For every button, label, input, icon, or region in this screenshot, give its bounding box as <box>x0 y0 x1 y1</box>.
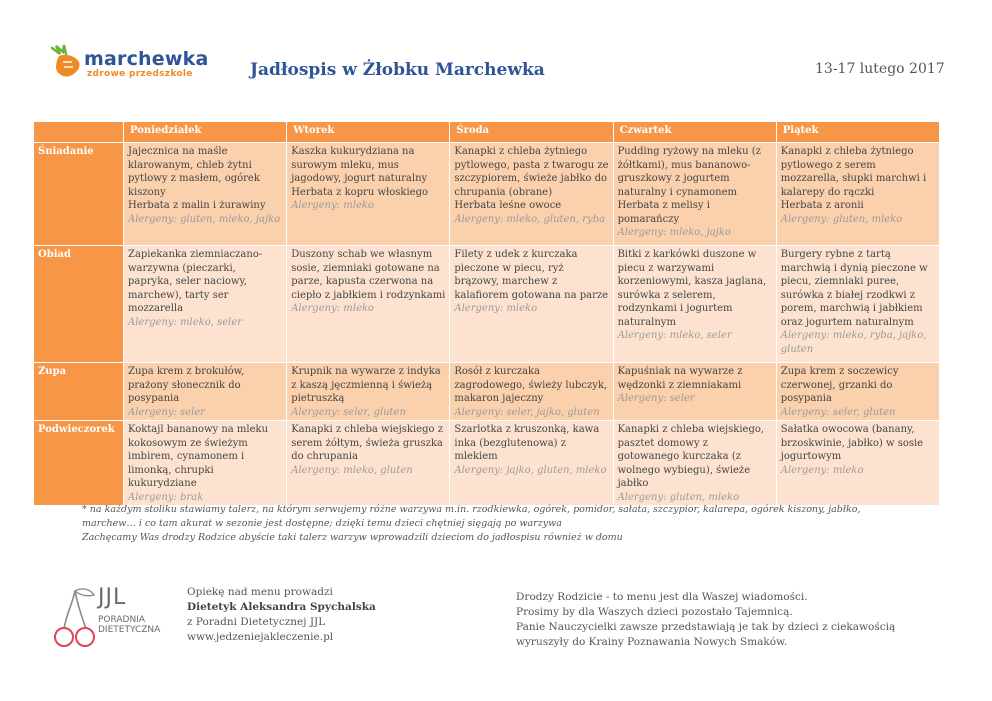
allergens-text: Alergeny: mleko <box>291 200 374 211</box>
dish-text: Sałatka owocowa (banany, brzoskwinie, jabłko) w sosie jogurtowym <box>780 424 924 462</box>
menu-cell <box>124 421 287 506</box>
allergens-text: Alergeny: mleko <box>291 303 374 314</box>
dish-text: Filety z udek z kurczaka pieczone w piecu, ryż brązowy, marchew z kalafiorem gotowana na parze <box>454 249 609 301</box>
menu-cell <box>450 363 613 421</box>
menu-cell <box>450 246 613 363</box>
dish-text: Krupnik na wywarze z indyka z kaszą jęczmienną i świeżą pietruszką <box>291 366 441 404</box>
allergens-text: Alergeny: seler, gluten <box>780 406 896 418</box>
note-line: marchew… i co tam akurat w sezonie jest dostępne; dzięki temu dzieci chętniej sięgają po warzywa <box>82 518 562 529</box>
allergens-text: Alergeny: seler <box>128 406 206 418</box>
menu-cell <box>776 363 939 421</box>
care-line: z Poradni Dietetycznej JJL <box>187 616 326 628</box>
dish-text: Kanapki z chleba wiejskiego z serem żółtym, świeża gruszka do chrupania <box>291 424 443 462</box>
corner-cell <box>34 122 124 143</box>
allergens-text: Alergeny: mleko, gluten <box>291 464 413 476</box>
day-header: Czwartek <box>613 122 776 143</box>
menu-dates: 13-17 lutego 2017 <box>815 61 945 77</box>
dietitian-info <box>187 585 376 645</box>
menu-cell <box>287 246 450 363</box>
website-link[interactable]: www.jedzeniejakleczenie.pl <box>187 631 334 643</box>
menu-cell <box>287 143 450 246</box>
menu-cell <box>450 143 613 246</box>
dish-text: Kaszka kukurydziana na surowym mleku, mus jagodowy, jogurt naturalny Herbata z kopru włoskiego <box>291 146 429 198</box>
logo-brand: marchewka <box>84 48 209 70</box>
cherry-icon <box>52 585 98 655</box>
dish-text: Jajecznica na maśle klarowanym, chleb żytni pytlowy z masłem, ogórek kiszony Herbata z malin i żurawiny <box>128 146 266 211</box>
day-header: Poniedziałek <box>124 122 287 143</box>
note-line: * na każdym stoliku stawiamy talerz, na którym serwujemy różne warzywa m.in. rzodkiewka, ogórek, pomidor, sałata, szczypior, kalarepa, ogórek kiszony, jabłko, <box>82 504 861 515</box>
care-line: Opiekę nad menu prowadzi <box>187 586 333 598</box>
jjl-logo <box>52 585 172 655</box>
vegetable-plate-note <box>82 503 902 545</box>
allergens-text: Alergeny: mleko, seler <box>617 330 732 341</box>
allergens-text: Alergeny: mleko, gluten, ryba <box>454 213 606 225</box>
allergens-text: Alergeny: gluten, mleko <box>780 213 903 225</box>
allergens-text: Alergeny: gluten, mleko, jajko <box>128 213 281 225</box>
allergens-text: Alergeny: seler, jajko, gluten <box>454 406 600 418</box>
parents-line: Prosimy by dla Waszych dzieci pozostało Tajemnicą. <box>516 606 793 618</box>
parents-line: wyruszyły do Krainy Poznawania Nowych Smaków. <box>516 636 788 648</box>
parents-line: Drodzy Rodzicie - to menu jest dla Waszej wiadomości. <box>516 591 808 603</box>
dish-text: Koktajl bananowy na mleku kokosowym ze świeżym imbirem, cynamonem i limonką, chrupki kukurydziane <box>128 424 269 489</box>
allergens-text: Alergeny: brak <box>128 491 204 503</box>
logo-tagline: zdrowe przedszkole <box>87 69 193 79</box>
parents-line: Panie Nauczycielki zawsze przedstawiają je tak by dzieci z ciekawością <box>516 621 896 633</box>
meal-row <box>34 363 940 421</box>
menu-cell <box>124 363 287 421</box>
menu-cell <box>776 246 939 363</box>
parents-message <box>516 590 895 650</box>
day-header: Piątek <box>776 122 939 143</box>
meal-label: Obiad <box>34 246 124 363</box>
menu-cell <box>287 363 450 421</box>
meal-label: Podwieczorek <box>34 421 124 506</box>
menu-cell <box>287 421 450 506</box>
day-header: Środa <box>450 122 613 143</box>
dish-text: Rosół z kurczaka zagrodowego, świeży lubczyk, makaron jajeczny <box>454 366 608 404</box>
menu-table <box>33 121 940 506</box>
marchewka-logo <box>46 42 236 82</box>
allergens-text: Alergeny: mleko, ryba, jajko, gluten <box>780 330 927 355</box>
allergens-text: Alergeny: mleko <box>454 303 538 314</box>
dish-text: Bitki z karkówki duszone w piecu z warzywami korzeniowymi, kasza jaglana, surówka z selerem, rodzynkami i jogurtem naturalnym <box>617 249 767 328</box>
meal-row <box>34 421 940 506</box>
allergens-text: Alergeny: gluten, mleko <box>617 491 740 503</box>
dish-text: Zupa krem z soczewicy czerwonej, grzanki do posypania <box>780 366 899 404</box>
dish-text: Kanapki z chleba żytniego pytlowego z serem mozzarella, słupki marchwi i kalarepy do rączki Herbata z aronii <box>780 146 927 211</box>
menu-header-row <box>34 122 940 143</box>
menu-cell <box>613 421 776 506</box>
menu-cell <box>613 143 776 246</box>
dish-text: Szarlotka z kruszonką, kawa inka (bezglutenowa) z mlekiem <box>454 424 600 462</box>
note-line: Zachęcamy Was drodzy Rodzice abyście taki talerz warzyw wprowadzili dzieciom do jadłospisu również w domu <box>82 532 623 543</box>
care-line-dietitian: Dietetyk Aleksandra Spychalska <box>187 601 376 613</box>
dish-text: Kanapki z chleba żytniego pytlowego, pasta z twarogu ze szczypiorem, świeże jabłko do chrupania (obrane) Herbata leśne owoce <box>454 146 609 211</box>
day-header: Wtorek <box>287 122 450 143</box>
menu-cell <box>613 246 776 363</box>
menu-cell <box>776 143 939 246</box>
meal-row <box>34 246 940 363</box>
dish-text: Duszony schab we własnym sosie, ziemniaki gotowane na parze, kapusta czerwona na ciepło z jabłkiem i rodzynkami <box>291 249 446 301</box>
menu-cell <box>776 421 939 506</box>
allergens-text: Alergeny: mleko, jajko <box>617 227 731 238</box>
menu-cell <box>613 363 776 421</box>
dish-text: Pudding ryżowy na mleku (z żółtkami), mus bananowo-gruszkowy z jogurtem naturalny i cynamonem Herbata z melisy i pomarańczy <box>617 146 761 225</box>
dish-text: Zapiekanka ziemniaczano-warzywna (pieczarki, papryka, seler naciowy, marchew), tarty ser mozzarella <box>128 249 263 314</box>
carrot-icon <box>46 44 84 78</box>
allergens-text: Alergeny: seler, gluten <box>291 406 406 418</box>
meal-label: Zupa <box>34 363 124 421</box>
jjl-logo-text: JJL <box>98 585 127 610</box>
menu-cell <box>450 421 613 506</box>
dish-text: Zupa krem z brokułów, prażony słonecznik do posypania <box>128 366 245 404</box>
dish-text: Kapuśniak na wywarze z wędzonki z ziemniakami <box>617 366 743 391</box>
allergens-text: Alergeny: seler <box>617 393 695 404</box>
dish-text: Burgery rybne z tartą marchwią i dynią pieczone w piecu, ziemniaki puree, surówka z białej rzodkwi z porem, marchwią i jabłkiem oraz jogurtem naturalnym <box>780 249 928 328</box>
jjl-logo-subtext: PORADNIA DIETETYCZNA <box>98 615 161 635</box>
page-title: Jadłospis w Żłobku Marchewka <box>250 60 545 80</box>
menu-cell <box>124 143 287 246</box>
allergens-text: Alergeny: mleko <box>780 464 864 476</box>
meal-label: Śniadanie <box>34 143 124 246</box>
dish-text: Kanapki z chleba wiejskiego, pasztet domowy z gotowanego kurczaka (z wolnego wybiegu), świeże jabłko <box>617 424 765 489</box>
allergens-text: Alergeny: mleko, seler <box>128 316 243 328</box>
menu-cell <box>124 246 287 363</box>
allergens-text: Alergeny: jajko, gluten, mleko <box>454 464 607 476</box>
meal-row <box>34 143 940 246</box>
